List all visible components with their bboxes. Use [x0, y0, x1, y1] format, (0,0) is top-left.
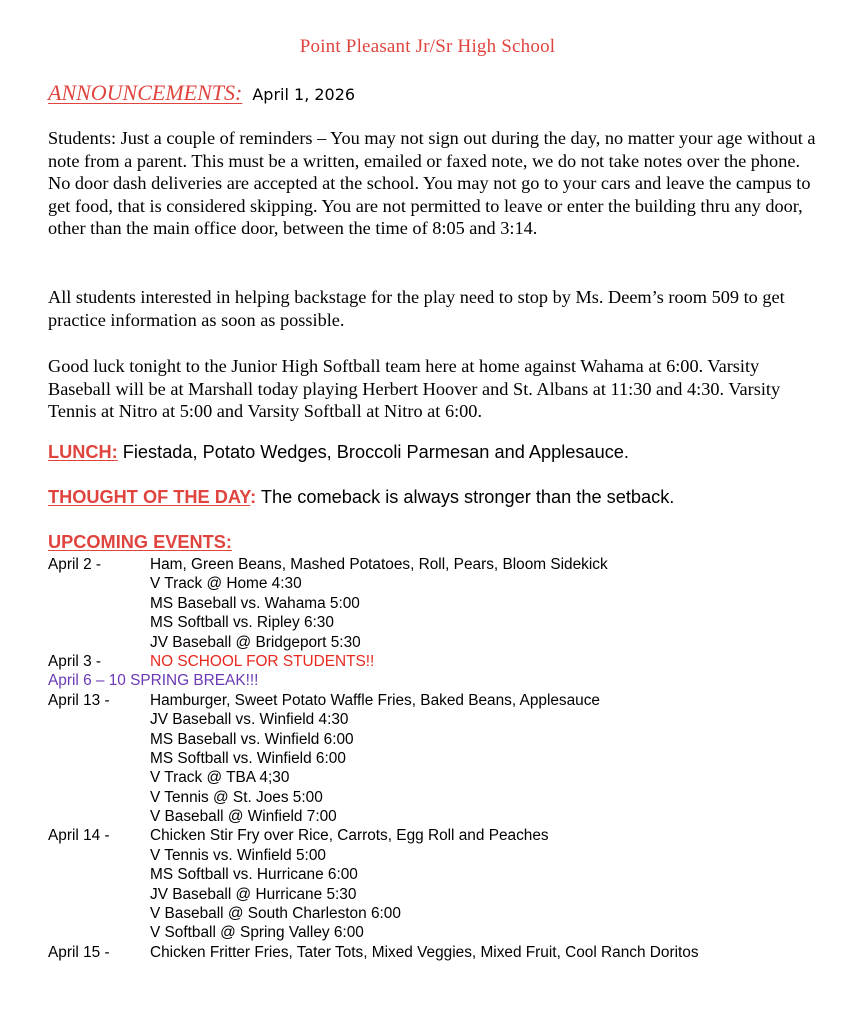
- event-description: MS Softball vs. Ripley 6:30: [150, 614, 334, 632]
- event-date: April 3 -: [48, 652, 102, 670]
- event-description: Chicken Fritter Fries, Tater Tots, Mixed Veggies, Mixed Fruit, Cool Ranch Doritos: [150, 943, 699, 961]
- event-row: [48, 710, 828, 729]
- event-date: April 2 -: [48, 556, 102, 573]
- event-row: [48, 730, 828, 749]
- event-row: [48, 671, 828, 690]
- event-row: [48, 613, 828, 632]
- event-description: Ham, Green Beans, Mashed Potatoes, Roll, Pears, Bloom Sidekick: [150, 556, 608, 573]
- announcements-label: ANNOUNCEMENTS:: [48, 80, 243, 105]
- event-date: [48, 846, 150, 865]
- event-row: [48, 943, 828, 962]
- event-row: [48, 749, 828, 768]
- thought-label: THOUGHT OF THE DAY: [48, 487, 251, 507]
- event-row: [48, 807, 828, 826]
- backstage-paragraph: All students interested in helping backstage for the play need to stop by Ms. Deem’s room 509 to get practice information as soon as possible.: [48, 287, 785, 330]
- event-date: April 14 -: [48, 827, 110, 845]
- event-description: V Tennis @ St. Joes 5:00: [150, 788, 323, 806]
- event-description: V Track @ TBA 4;30: [150, 769, 290, 787]
- event-description: MS Softball vs. Winfield 6:00: [150, 749, 346, 767]
- event-description: V Tennis vs. Winfield 5:00: [150, 846, 326, 864]
- school-title: Point Pleasant Jr/Sr High School: [299, 36, 556, 57]
- event-row: [48, 574, 828, 593]
- event-row: [48, 633, 828, 652]
- event-description: MS Softball vs. Hurricane 6:00: [150, 866, 358, 884]
- event-date: April 15 -: [48, 943, 110, 961]
- event-description: JV Baseball vs. Winfield 4:30: [150, 711, 349, 729]
- event-row: [48, 652, 828, 671]
- event-row: [48, 826, 828, 845]
- event-row: [48, 846, 828, 865]
- upcoming-events-list: [48, 555, 828, 962]
- event-description: V Baseball @ South Charleston 6:00: [150, 905, 401, 923]
- thought-text: The comeback is always stronger than the setback.: [260, 487, 675, 507]
- event-row: [48, 555, 828, 574]
- event-description: Chicken Stir Fry over Rice, Carrots, Egg Roll and Peaches: [150, 827, 549, 845]
- event-date: [48, 885, 150, 904]
- spring-break-notice: April 6 – 10 SPRING BREAK!!!: [48, 672, 259, 690]
- announcement-date: April 1, 2026: [252, 85, 356, 104]
- event-description: V Baseball @ Winfield 7:00: [150, 808, 337, 826]
- sports-paragraph: Good luck tonight to the Junior High Softball team here at home against Wahama at 6:00. Varsity Baseball will be at Marshall today playing Herbert Hoover and St. Albans at 11:30 and 4:30. Varsity Tennis at Nitro at 5:00 and Varsity Softball at Nitro at 6:00.: [48, 356, 781, 421]
- event-date: [48, 730, 150, 749]
- event-date: [48, 788, 150, 807]
- upcoming-events-heading: UPCOMING EVENTS:: [48, 532, 232, 552]
- event-row: [48, 904, 828, 923]
- event-date: [48, 904, 150, 923]
- event-description: JV Baseball @ Bridgeport 5:30: [150, 633, 361, 651]
- event-row: [48, 923, 828, 942]
- lunch-section: [48, 442, 629, 463]
- lunch-menu: Fiestada, Potato Wedges, Broccoli Parmesan and Applesauce.: [122, 442, 629, 462]
- event-date: [48, 807, 150, 826]
- event-row: [48, 691, 828, 710]
- event-date: [48, 923, 150, 942]
- event-date: [48, 749, 150, 768]
- event-row: [48, 788, 828, 807]
- event-description: V Track @ Home 4:30: [150, 575, 302, 593]
- event-date: [48, 768, 150, 787]
- event-date: [48, 865, 150, 884]
- announcements-header: [48, 80, 355, 106]
- event-date: April 13 -: [48, 691, 110, 709]
- event-row: [48, 594, 828, 613]
- event-row: [48, 865, 828, 884]
- event-description: MS Baseball vs. Winfield 6:00: [150, 730, 354, 748]
- thought-colon: :: [250, 487, 257, 507]
- event-row: [48, 768, 828, 787]
- reminders-paragraph: Students: Just a couple of reminders – You may not sign out during the day, no matter your age without a note from a parent. This must be a written, emailed or faxed note, we do not take notes over the phone. No door dash deliveries are accepted at the school. You may not go to your cars and leave the campus to get food, that is considered skipping. You are not permitted to leave or enter the building thru any door, other than the main office door, between the time of 8:05 and 3:14.: [48, 128, 816, 238]
- event-description: NO SCHOOL FOR STUDENTS!!: [150, 652, 375, 670]
- event-date: [48, 633, 150, 652]
- lunch-label: LUNCH:: [48, 442, 118, 462]
- event-date: [48, 710, 150, 729]
- event-row: [48, 885, 828, 904]
- event-description: JV Baseball @ Hurricane 5:30: [150, 885, 357, 903]
- event-date: [48, 613, 150, 632]
- event-date: [48, 574, 150, 593]
- event-description: MS Baseball vs. Wahama 5:00: [150, 594, 360, 612]
- event-date: [48, 594, 150, 613]
- event-description: Hamburger, Sweet Potato Waffle Fries, Baked Beans, Applesauce: [150, 691, 600, 709]
- event-description: V Softball @ Spring Valley 6:00: [150, 924, 364, 942]
- thought-section: [48, 487, 674, 508]
